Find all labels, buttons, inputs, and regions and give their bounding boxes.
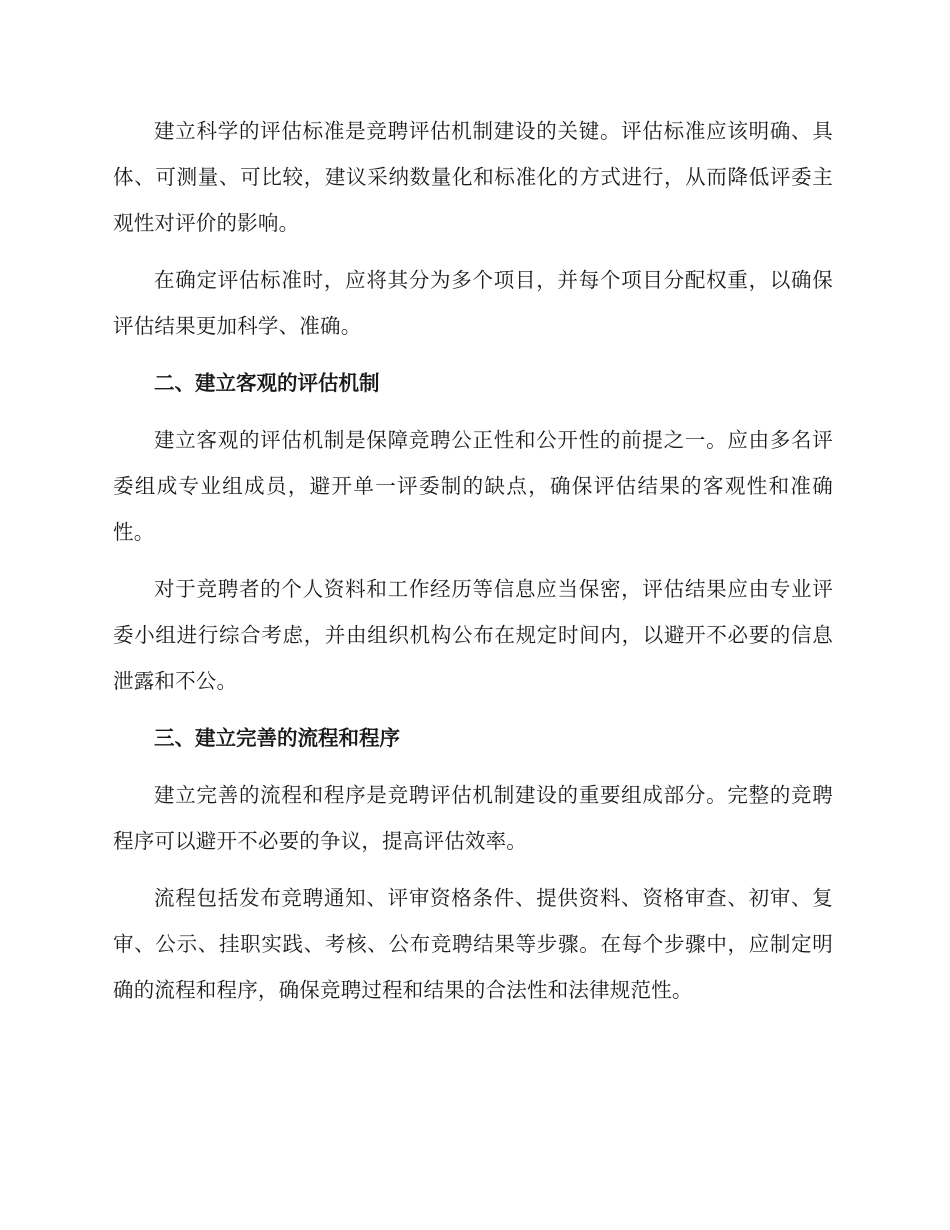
paragraph-gap xyxy=(113,864,833,875)
paragraph-gap xyxy=(113,555,833,566)
paragraph-process-steps: 流程包括发布竞聘通知、评审资格条件、提供资料、资格审查、初审、复审、公示、挂职实践、考核、公布竞聘结果等步骤。在每个步骤中，应制定明确的流程和程序，确保竞聘过程和结果的合法性和法律规范性。 xyxy=(113,886,833,1002)
paragraph-confidentiality: 对于竞聘者的个人资料和工作经历等信息应当保密，评估结果应由专业评委小组进行综合考虑，并由组织机构公布在规定时间内，以避开不必要的信息泄露和不公。 xyxy=(113,577,833,693)
paragraph-evaluation-standards: 建立科学的评估标准是竞聘评估机制建设的关键。评估标准应该明确、具体、可测量、可比较，建议采纳数量化和标准化的方式进行，从而降低评委主观性对评价的影响。 xyxy=(113,119,833,235)
paragraph-standard-weights: 在确定评估标准时，应将其分为多个项目，并每个项目分配权重，以确保评估结果更加科学、准确。 xyxy=(113,268,833,338)
section-heading-process-procedure: 三、建立完善的流程和程序 xyxy=(154,726,400,750)
paragraph-gap xyxy=(113,704,833,715)
paragraph-gap xyxy=(113,246,833,257)
paragraph-objective-mechanism: 建立客观的评估机制是保障竞聘公正性和公开性的前提之一。应由多名评委组成专业组成员，避开单一评委制的缺点，确保评估结果的客观性和准确性。 xyxy=(113,428,833,544)
document-body xyxy=(113,108,833,1013)
paragraph-gap xyxy=(113,761,833,772)
paragraph-gap xyxy=(113,406,833,417)
section-heading-objective-mechanism: 二、建立客观的评估机制 xyxy=(154,371,380,395)
paragraph-gap xyxy=(113,349,833,360)
paragraph-process-importance: 建立完善的流程和程序是竞聘评估机制建设的重要组成部分。完整的竞聘程序可以避开不必要的争议，提高评估效率。 xyxy=(113,783,833,853)
